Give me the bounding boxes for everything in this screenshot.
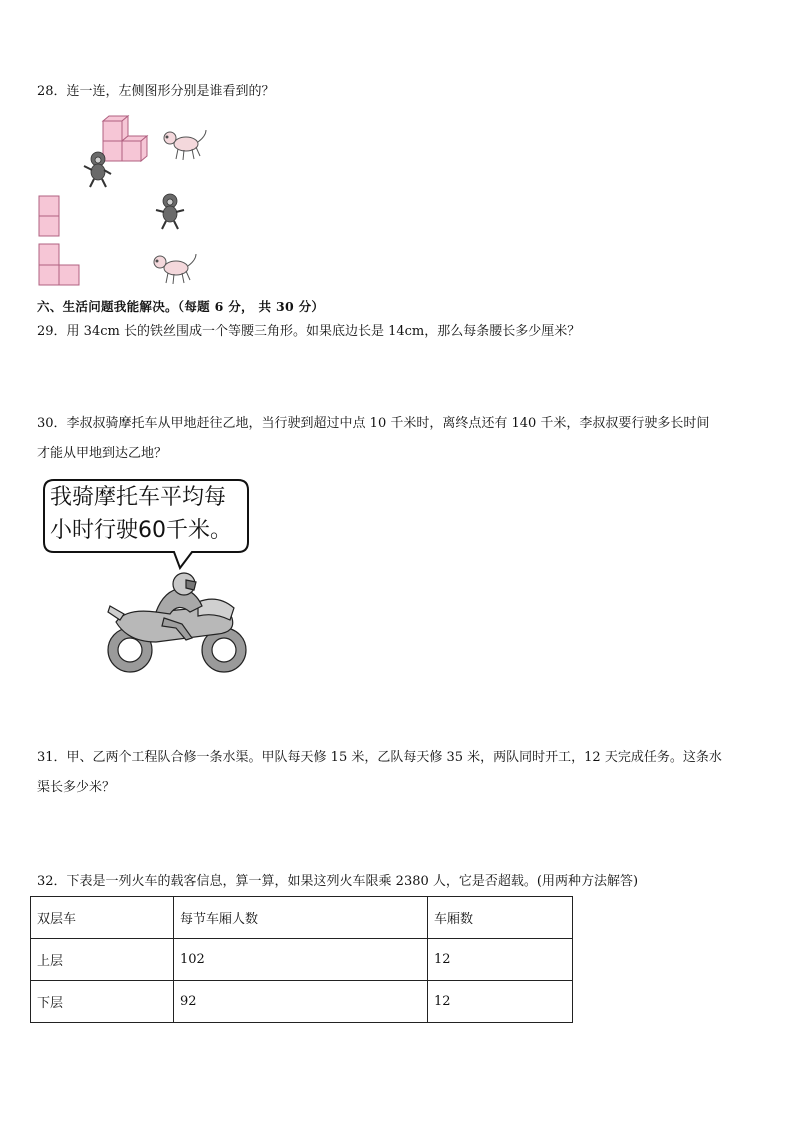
table-cell: 102: [174, 939, 428, 981]
question-30-line2: 才能从甲地到达乙地？: [37, 446, 168, 461]
table-cell: 12: [428, 939, 573, 981]
question-31-line1: 31．甲、乙两个工程队合修一条水渠。甲队每天修 15 米，乙队每天修 35 米，两队同时开工，12 天完成任务。这条水: [37, 750, 722, 765]
table-header-cell: 双层车: [31, 897, 174, 939]
view-shape-l: [38, 243, 82, 287]
table-cell: 上层: [31, 939, 174, 981]
dog-option-figure: [150, 250, 200, 288]
table-row: [31, 981, 573, 1023]
question-31-line2: 渠长多少米？: [37, 780, 116, 795]
table-cell: 12: [428, 981, 573, 1023]
motorcycle-rider-figure: [106, 572, 251, 678]
monkey-option-figure: [150, 192, 190, 232]
question-29: 29．用 34cm 长的铁丝围成一个等腰三角形。如果底边长是 14cm，那么每条腰长多少厘米？: [37, 324, 581, 339]
table-header-row: [31, 897, 573, 939]
table-row: [31, 939, 573, 981]
question-32: 32．下表是一列火车的载客信息，算一算，如果这列火车限乘 2380 人，它是否超载。(用两种方法解答): [37, 874, 639, 889]
question-28: 28．连一连，左侧图形分别是谁看到的？: [37, 84, 275, 99]
view-shape-vertical: [38, 195, 62, 237]
passenger-table: [30, 896, 573, 1023]
dog-figure: [160, 126, 210, 164]
bubble-line-1: 我骑摩托车平均每: [50, 485, 227, 510]
monkey-figure: [78, 150, 118, 190]
table-header-cell: 每节车厢人数: [174, 897, 428, 939]
bubble-line-2: 小时行驶60千米。: [50, 518, 232, 543]
section-heading: 六、生活问题我能解决。（每题 6 分， 共 30 分）: [37, 299, 325, 314]
question-30-line1: 30．李叔叔骑摩托车从甲地赶往乙地，当行驶到超过中点 10 千米时，离终点还有 140 千米，李叔叔要行驶多长时间: [37, 416, 710, 431]
table-header-cell: 车厢数: [428, 897, 573, 939]
table-cell: 92: [174, 981, 428, 1023]
table-cell: 下层: [31, 981, 174, 1023]
